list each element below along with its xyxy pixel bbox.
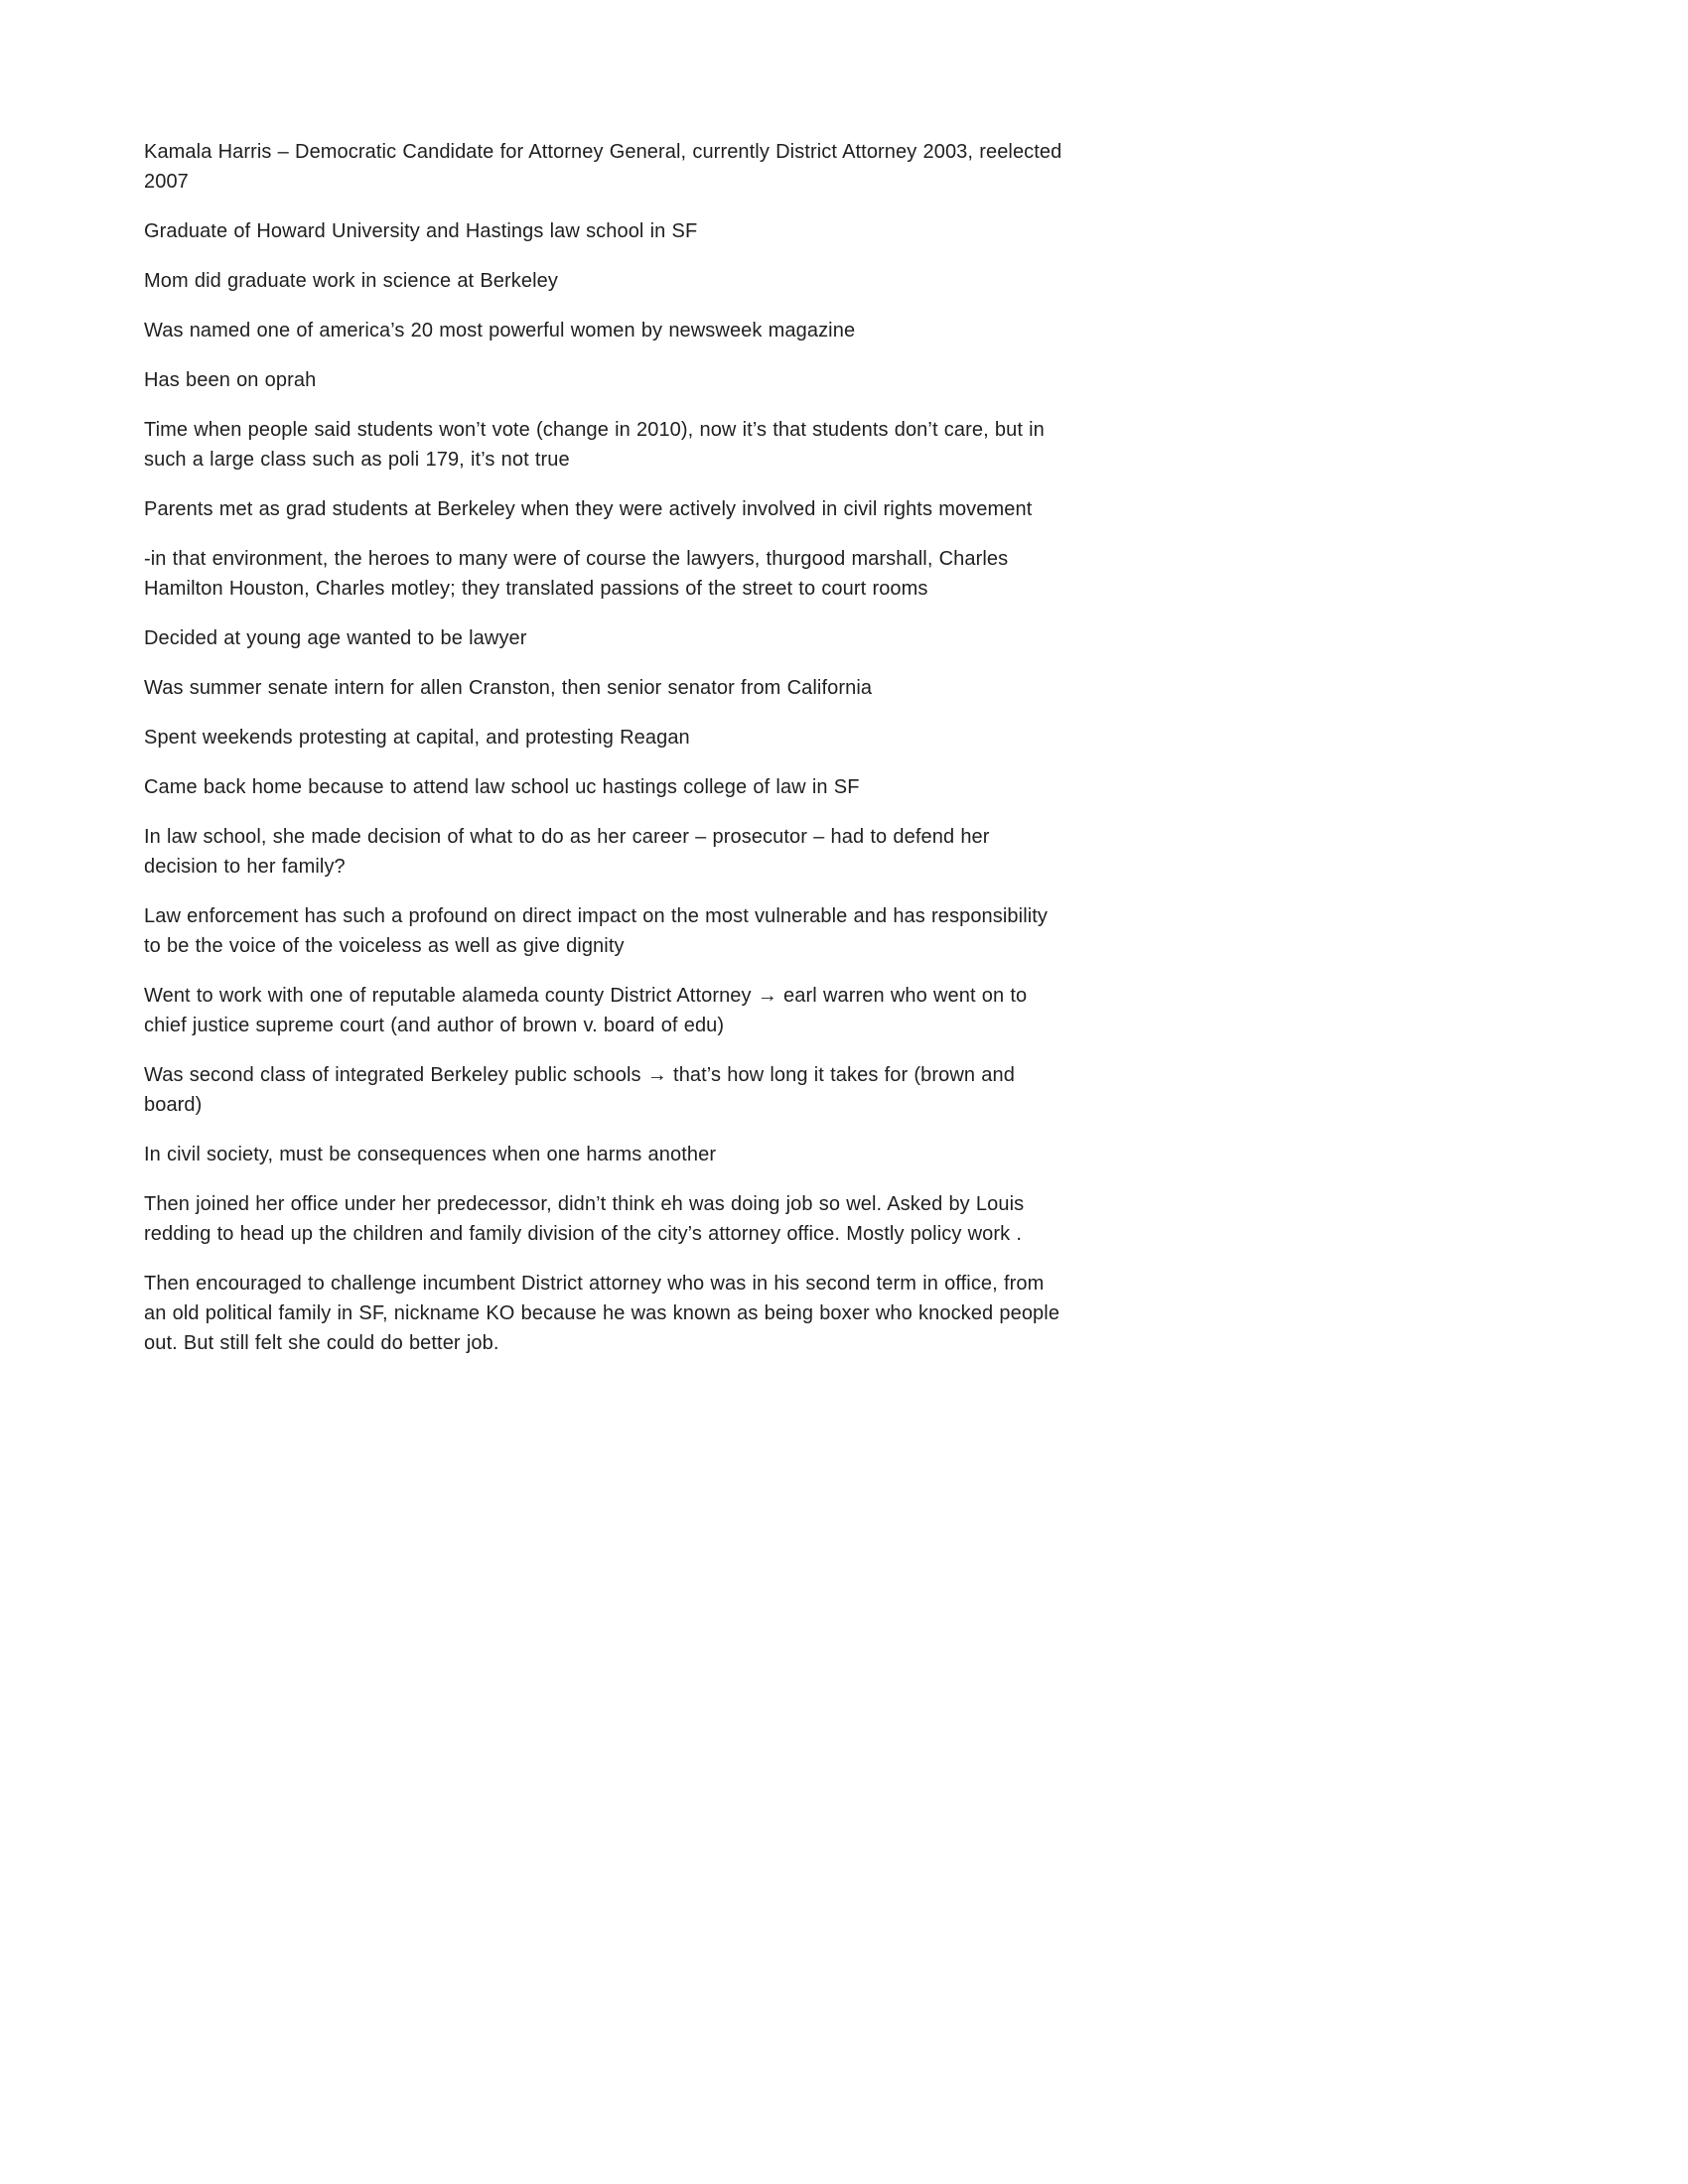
paragraph: Law enforcement has such a profound on direct impact on the most vulnerable and has responsibility to be the voice of the voiceless as well as give dignity xyxy=(144,905,1055,957)
paragraph: Came back home because to attend law school uc hastings college of law in SF xyxy=(144,776,860,798)
document-body xyxy=(144,137,1067,1378)
paragraph: -in that environment, the heroes to many were of course the lawyers, thurgood marshall, Charles Hamilton Houston, Charles motley; they translated passions of the street to court rooms xyxy=(144,548,1015,600)
paragraph: Parents met as grad students at Berkeley when they were actively involved in civil rights movement xyxy=(144,498,1033,520)
paragraph: Decided at young age wanted to be lawyer xyxy=(144,627,527,649)
paragraph: Was named one of america’s 20 most powerful women by newsweek magazine xyxy=(144,320,856,341)
paragraph: Went to work with one of reputable alameda county District Attorney → earl warren who went on to chief justice supreme court (and author of brown v. board of edu) xyxy=(144,985,1034,1036)
paragraph: Spent weekends protesting at capital, and protesting Reagan xyxy=(144,727,690,749)
paragraph: In civil society, must be consequences when one harms another xyxy=(144,1144,717,1165)
paragraph: Graduate of Howard University and Hastings law school in SF xyxy=(144,220,698,242)
paragraph: Kamala Harris – Democratic Candidate for Attorney General, currently District Attorney 2003, reelected 2007 xyxy=(144,141,1068,193)
paragraph: In law school, she made decision of what to do as her career – prosecutor – had to defend her decision to her family? xyxy=(144,826,996,878)
paragraph: Has been on oprah xyxy=(144,369,317,391)
paragraph: Was summer senate intern for allen Cranston, then senior senator from California xyxy=(144,677,873,699)
paragraph: Then encouraged to challenge incumbent District attorney who was in his second term in office, from an old political family in SF, nickname KO because he was known as being boxer who knocked people out. But still felt she could do better job. xyxy=(144,1273,1066,1354)
paragraph: Then joined her office under her predecessor, didn’t think eh was doing job so wel. Asked by Louis redding to head up the children and family division of the city’s attorney office. Mostly policy work . xyxy=(144,1193,1031,1245)
paragraph: Mom did graduate work in science at Berkeley xyxy=(144,270,558,292)
paragraph: Was second class of integrated Berkeley public schools → that’s how long it takes for (brown and board) xyxy=(144,1064,1022,1116)
paragraph: Time when people said students won’t vote (change in 2010), now it’s that students don’t care, but in such a large class such as poli 179, it’s not true xyxy=(144,419,1052,471)
